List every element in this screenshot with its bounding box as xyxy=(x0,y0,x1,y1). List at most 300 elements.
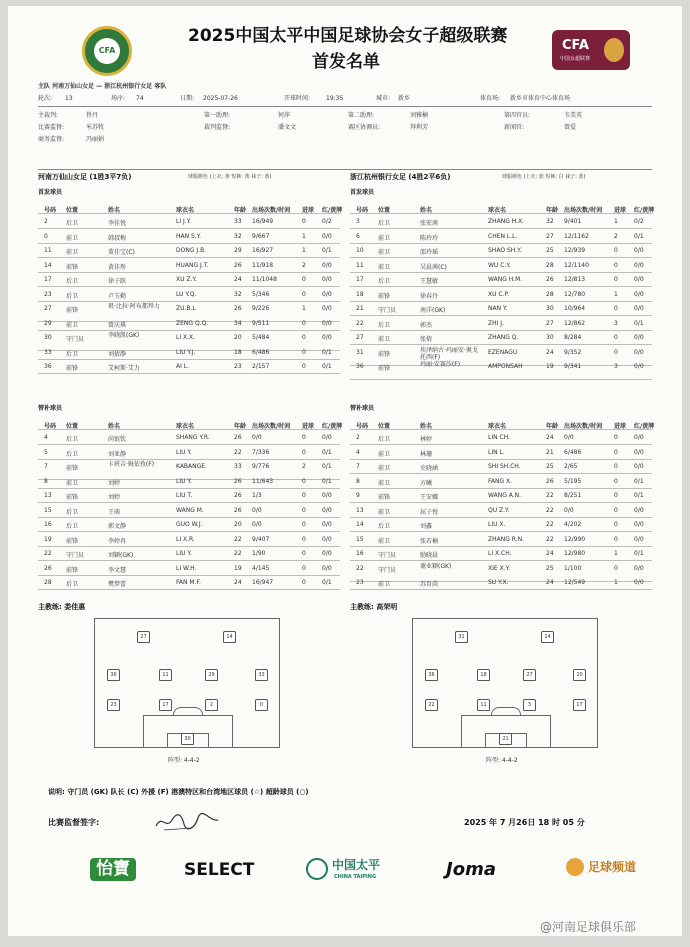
field-label: 场序: xyxy=(111,95,126,102)
player-number: 7 xyxy=(356,463,360,470)
player-position: 前锋 xyxy=(378,292,391,300)
player-shirt-icon: 10 xyxy=(573,669,586,681)
player-number: 23 xyxy=(356,579,364,586)
player-number: 11 xyxy=(44,247,52,254)
player-shirt-icon: 36 xyxy=(425,669,438,681)
column-header: 进球 xyxy=(302,423,315,430)
player-appearances: 10/964 xyxy=(564,305,586,312)
player-goals: 0 xyxy=(614,261,618,269)
column-header: 红/黄牌 xyxy=(634,423,655,430)
player-shirt-name: LIU Y. xyxy=(176,477,192,485)
player-position: 前锋 xyxy=(378,365,391,372)
player-shirt-icon: 3 xyxy=(523,699,536,711)
player-name: 李佳悦 xyxy=(108,220,127,227)
player-cards: 0/0 xyxy=(322,506,332,514)
player-name: 刘倩静 xyxy=(108,350,127,358)
player-appearances: 9/776 xyxy=(252,463,270,470)
column-header: 进球 xyxy=(302,207,315,214)
player-shirt-name: ZHANG Q. xyxy=(488,334,519,341)
player-appearances: 0/0 xyxy=(564,506,574,514)
column-header: 球衣名 xyxy=(176,423,195,430)
home-coach: 主教练: 娄佳惠 xyxy=(38,603,86,611)
player-number: 9 xyxy=(356,492,360,499)
player-name: 刘颖(GK) xyxy=(108,552,134,559)
info-divider xyxy=(38,106,652,107)
team-header-divider xyxy=(38,169,652,170)
player-cards: 0/0 xyxy=(322,276,332,283)
official-name: 米苏牧 xyxy=(86,124,105,131)
player-shirt-name: SHI SH.CH. xyxy=(488,463,521,470)
player-shirt-name: LI X.R. xyxy=(176,535,195,543)
player-age: 22 xyxy=(234,550,242,557)
player-goals: 1 xyxy=(614,290,618,298)
player-number: 14 xyxy=(44,261,52,269)
player-position: 守门员 xyxy=(378,307,397,314)
away-subs-heading: 替补球员 xyxy=(350,405,375,412)
player-number: 13 xyxy=(356,506,364,514)
player-number: 22 xyxy=(356,564,364,572)
player-goals: 0 xyxy=(614,434,618,441)
player-name: 玛丽·安赛莎(F) xyxy=(420,361,461,368)
round-value: 13 xyxy=(65,95,73,102)
player-number: 16 xyxy=(44,521,52,528)
official-label: 第二助理: xyxy=(348,112,375,119)
table-row xyxy=(350,230,652,244)
player-goals: 0 xyxy=(614,506,618,514)
player-goals: 0 xyxy=(302,448,306,456)
player-goals: 0 xyxy=(614,247,618,254)
player-appearances: 11/643 xyxy=(252,477,274,485)
player-number: 28 xyxy=(44,579,52,586)
player-age: 24 xyxy=(546,579,554,586)
table-row xyxy=(38,346,340,360)
player-goals: 0 xyxy=(614,463,618,470)
player-appearances: 11/918 xyxy=(252,261,274,269)
table-row xyxy=(350,431,652,445)
player-number: 21 xyxy=(356,305,364,312)
player-appearances: 12/990 xyxy=(564,535,586,543)
player-cards: 0/0 xyxy=(634,261,644,269)
player-position: 后卫 xyxy=(66,450,79,458)
player-shirt-icon: 30 xyxy=(181,733,194,745)
player-appearances: 0/0 xyxy=(252,434,262,441)
player-number: 3 xyxy=(356,218,360,225)
player-position: 后卫 xyxy=(66,508,79,516)
player-shirt-name: QU Z.Y. xyxy=(488,506,510,514)
player-age: 26 xyxy=(234,506,242,514)
player-cards: 0/0 xyxy=(322,319,332,327)
table-row xyxy=(38,576,340,590)
player-goals: 0 xyxy=(614,334,618,341)
player-position: 后卫 xyxy=(66,523,79,530)
table-row xyxy=(38,230,340,244)
player-cards: 0/0 xyxy=(322,290,332,298)
table-row xyxy=(38,562,340,576)
player-appearances: 12/813 xyxy=(564,276,586,283)
player-number: 0 xyxy=(44,232,48,240)
player-appearances: 12/1162 xyxy=(564,232,589,240)
penalty-arc xyxy=(173,707,203,715)
player-number: 33 xyxy=(44,348,52,356)
player-age: 32 xyxy=(234,290,242,298)
sponsor-cestbon: 怡寶 xyxy=(90,858,136,881)
player-goals: 0 xyxy=(302,564,306,572)
player-shirt-name: LIU T. xyxy=(176,492,193,499)
player-number: 17 xyxy=(356,276,364,283)
player-name: 王萌 xyxy=(108,508,121,516)
home-formation: 阵型: 4-4-2 xyxy=(168,757,200,764)
player-cards: 0/2 xyxy=(634,218,644,225)
player-goals: 0 xyxy=(302,492,306,499)
player-goals: 0 xyxy=(302,535,306,543)
player-number: 27 xyxy=(44,305,52,312)
player-number: 6 xyxy=(356,232,360,240)
player-number: 18 xyxy=(356,290,364,298)
player-position: 前卫 xyxy=(66,249,79,256)
player-shirt-icon: 27 xyxy=(137,631,150,643)
player-goals: 0 xyxy=(302,434,306,441)
player-cards: 0/0 xyxy=(634,463,644,470)
player-appearances: 12/780 xyxy=(564,290,586,298)
player-age: 26 xyxy=(234,492,242,499)
player-appearances: 12/939 xyxy=(564,247,586,254)
away-team-header: 浙江杭州银行女足 (4胜2平6负) xyxy=(350,173,451,181)
table-row xyxy=(38,518,340,532)
stadium-value: 新乡市体育中心体育场 xyxy=(510,95,571,102)
player-age: 18 xyxy=(234,348,242,356)
player-shirt-icon: 33 xyxy=(255,669,268,681)
player-appearances: 8/251 xyxy=(564,492,582,499)
player-goals: 1 xyxy=(302,305,306,312)
player-name: 林婷 xyxy=(420,436,433,443)
column-header: 号码 xyxy=(356,423,369,430)
player-shirt-name: ZHANG H.X. xyxy=(488,218,525,225)
player-shirt-name: SHAO SH.Y. xyxy=(488,247,522,254)
table-row xyxy=(38,244,340,258)
player-name: 郭杰 xyxy=(420,321,433,329)
player-appearances: 9/667 xyxy=(252,232,270,240)
teams-line: 主队 河南万仙山女足 — 浙江杭州银行女足 客队 xyxy=(38,83,167,90)
player-number: 36 xyxy=(44,363,52,370)
signature-time: 2025 年 7 月26日 18 时 05 分 xyxy=(464,818,585,827)
player-shirt-name: WANG H.M. xyxy=(488,276,523,283)
cfa-logo-left xyxy=(82,26,132,76)
player-shirt-name: LI J.Y. xyxy=(176,218,192,225)
player-position: 守门员 xyxy=(66,336,85,343)
official-name: 韦美英 xyxy=(564,112,583,119)
player-position: 前锋 xyxy=(66,307,79,314)
player-name: 卢玉勤 xyxy=(108,292,127,300)
player-age: 21 xyxy=(546,448,554,456)
player-cards: 0/0 xyxy=(322,492,332,499)
player-cards: 0/1 xyxy=(634,232,644,240)
player-cards: 0/0 xyxy=(322,521,332,528)
home-formation-pitch xyxy=(94,618,280,748)
player-shirt-icon: 0 xyxy=(255,699,268,711)
player-shirt-name: AMPONSAH xyxy=(488,363,523,370)
player-cards: 0/0 xyxy=(322,261,332,269)
column-header: 位置 xyxy=(66,207,79,214)
player-age: 30 xyxy=(546,334,554,341)
football-channel-icon xyxy=(566,858,584,876)
player-cards: 0/1 xyxy=(322,463,332,470)
player-position: 后卫 xyxy=(66,220,79,227)
field-value: 74 xyxy=(136,95,144,102)
official-label: 赛区协调员: xyxy=(348,124,381,131)
player-shirt-icon: 17 xyxy=(159,699,172,711)
player-name: 苏育茵 xyxy=(420,581,439,588)
player-cards: 0/1 xyxy=(634,550,644,557)
stadium-label: 体育场: xyxy=(480,95,501,102)
player-appearances: 9/352 xyxy=(564,348,582,356)
player-number: 8 xyxy=(44,477,48,485)
player-cards: 0/1 xyxy=(322,348,332,356)
player-position: 前卫 xyxy=(378,465,391,472)
player-name: 林珊 xyxy=(420,450,433,458)
player-number: 2 xyxy=(356,434,360,441)
table-row xyxy=(38,547,340,561)
column-header: 球衣名 xyxy=(488,207,507,214)
player-position: 前卫 xyxy=(378,263,391,271)
player-shirt-icon: 2 xyxy=(205,699,218,711)
player-number: 7 xyxy=(44,463,48,470)
player-position: 前卫 xyxy=(378,508,391,516)
column-header: 出场次数/时间 xyxy=(252,423,291,430)
player-name: 李晓凯(GK) xyxy=(108,332,140,339)
player-appearances: 5/484 xyxy=(252,334,270,341)
player-number: 13 xyxy=(44,492,52,499)
player-goals: 0 xyxy=(614,535,618,543)
player-name: 董佳宝(C) xyxy=(108,249,135,256)
player-shirt-icon: 14 xyxy=(223,631,236,643)
player-appearances: 4/145 xyxy=(252,564,270,572)
player-cards: 0/0 xyxy=(634,247,644,254)
player-age: 24 xyxy=(546,348,554,356)
player-shirt-name: ZENG Q.Q. xyxy=(176,319,209,327)
column-header: 号码 xyxy=(356,207,369,214)
player-shirt-name: HUANG J.T. xyxy=(176,261,209,269)
player-shirt-name: EZENAGU xyxy=(488,348,518,356)
home-starters-heading: 首发球员 xyxy=(38,189,63,196)
player-name: 南洋(GK) xyxy=(420,307,446,314)
player-goals: 0 xyxy=(302,218,306,225)
penalty-arc xyxy=(491,707,521,715)
column-header: 姓名 xyxy=(108,207,121,214)
table-row xyxy=(350,489,652,503)
table-row xyxy=(350,215,652,229)
player-goals: 0 xyxy=(302,348,306,356)
player-age: 26 xyxy=(234,477,242,485)
column-header: 位置 xyxy=(378,423,391,430)
official-name: 冯丽娟 xyxy=(86,136,105,143)
round-label: 轮次: xyxy=(38,95,53,102)
player-cards: 0/0 xyxy=(322,305,332,312)
column-header: 年龄 xyxy=(546,423,559,430)
womens-league-logo xyxy=(552,30,630,70)
table-row xyxy=(350,302,652,316)
table-row xyxy=(350,360,652,380)
player-age: 26 xyxy=(234,434,242,441)
player-goals: 2 xyxy=(614,232,618,240)
player-appearances: 16/947 xyxy=(252,579,274,586)
player-name: 王慧敏 xyxy=(420,278,439,285)
player-goals: 0 xyxy=(614,348,618,356)
player-cards: 0/0 xyxy=(634,535,644,543)
player-age: 24 xyxy=(234,276,242,283)
player-shirt-name: LIN CH. xyxy=(488,434,511,441)
player-shirt-name: LI X.CH. xyxy=(488,550,512,557)
away-subs-table xyxy=(350,418,655,598)
player-name: 李婷冉 xyxy=(108,537,127,545)
player-shirt-name: ZU.B.L xyxy=(176,305,196,312)
player-goals: 0 xyxy=(614,564,618,572)
player-number: 14 xyxy=(356,521,364,528)
home-subs-heading: 替补球员 xyxy=(38,405,63,412)
player-appearances: 6/486 xyxy=(252,348,270,356)
player-goals: 0 xyxy=(614,521,618,528)
player-goals: 1 xyxy=(614,579,618,586)
player-age: 20 xyxy=(234,334,242,341)
table-row xyxy=(38,446,340,460)
player-name: 刘婷 xyxy=(108,479,121,487)
official-label: 新闻官: xyxy=(504,124,525,131)
player-position: 前锋 xyxy=(66,537,79,545)
home-team-header: 河南万仙山女足 (1胜3平7负) xyxy=(38,173,132,181)
signature-scribble xyxy=(152,810,222,834)
player-shirt-name: WANG A.N. xyxy=(488,492,522,499)
player-shirt-icon: 17 xyxy=(573,699,586,711)
player-shirt-name: ZHI J. xyxy=(488,319,504,327)
sponsor-china-taiping: 中国太平 xyxy=(332,858,381,872)
player-cards: 0/0 xyxy=(634,334,644,341)
player-shirt-name: LIU Y. xyxy=(176,550,192,557)
column-header: 号码 xyxy=(44,423,57,430)
player-age: 32 xyxy=(546,218,554,225)
table-row xyxy=(350,446,652,460)
away-starters-table xyxy=(350,202,655,372)
table-row xyxy=(38,475,340,489)
player-name: 张倩 xyxy=(420,336,433,343)
player-name: 张宏茜 xyxy=(420,220,439,227)
table-row xyxy=(350,288,652,302)
player-shirt-icon: 27 xyxy=(523,669,536,681)
player-age: 34 xyxy=(234,319,242,327)
column-header: 号码 xyxy=(44,207,57,214)
player-name: 徐春丹 xyxy=(420,292,439,300)
player-position: 前卫 xyxy=(378,450,391,458)
player-age: 22 xyxy=(546,521,554,528)
player-number: 36 xyxy=(356,363,364,370)
player-number: 17 xyxy=(44,276,52,283)
table-row xyxy=(38,273,340,287)
column-header: 球衣名 xyxy=(176,207,195,214)
table-row xyxy=(38,489,340,503)
player-number: 4 xyxy=(356,448,360,456)
player-name: 屈子悦 xyxy=(420,508,439,516)
cfa-logo-text: CFA xyxy=(94,38,120,64)
table-row xyxy=(350,576,652,590)
table-row xyxy=(38,288,340,302)
player-name: 韩叔梅 xyxy=(108,234,127,242)
player-appearances: 2/157 xyxy=(252,363,270,370)
player-goals: 1 xyxy=(614,550,618,557)
column-header: 位置 xyxy=(66,423,79,430)
player-appearances: 12/980 xyxy=(564,550,586,557)
player-cards: 0/0 xyxy=(322,550,332,557)
player-number: 27 xyxy=(356,334,364,341)
player-position: 前锋 xyxy=(378,350,391,358)
player-shirt-icon: 22 xyxy=(425,699,438,711)
column-header: 年龄 xyxy=(546,207,559,214)
player-position: 守门员 xyxy=(378,552,397,559)
player-shirt-icon: 36 xyxy=(107,669,120,681)
player-number: 19 xyxy=(44,535,52,543)
player-name: 吴晨茜(C) xyxy=(420,263,447,271)
player-position: 前卫 xyxy=(378,479,391,487)
player-age: 27 xyxy=(546,232,554,240)
player-name: 陈玲玲 xyxy=(420,234,439,242)
player-goals: 0 xyxy=(302,363,306,370)
player-name: 励晓晨 xyxy=(420,552,439,559)
table-row xyxy=(38,431,340,445)
player-goals: 0 xyxy=(302,506,306,514)
player-name: 邵玲瑶 xyxy=(420,249,439,256)
player-shirt-name: SHANG Y.R. xyxy=(176,434,210,441)
china-taiping-logo-icon xyxy=(306,858,328,880)
player-position: 后卫 xyxy=(66,350,79,358)
player-name: 曾庆琪 xyxy=(108,321,127,329)
home-kit: 球服颜色 (上衣: 黄 短裤: 黄 袜子: 黄) xyxy=(188,174,272,180)
player-shirt-name: FAN M.F. xyxy=(176,579,201,586)
player-position: 后卫 xyxy=(66,436,79,443)
table-row xyxy=(350,518,652,532)
player-appearances: 16/927 xyxy=(252,247,274,254)
player-goals: 2 xyxy=(302,463,306,470)
away-formation-pitch xyxy=(412,618,598,748)
player-shirt-name: LIU Y.J. xyxy=(176,348,196,356)
player-goals: 0 xyxy=(302,290,306,298)
player-name: 卡班吉·姆依孜(F) xyxy=(108,461,155,468)
player-goals: 3 xyxy=(614,319,618,327)
player-number: 29 xyxy=(44,319,52,327)
table-row xyxy=(350,317,652,331)
table-row xyxy=(38,259,340,273)
player-number: 8 xyxy=(356,477,360,485)
player-number: 11 xyxy=(356,261,364,269)
player-position: 前锋 xyxy=(66,263,79,271)
player-shirt-name: KABANGE. xyxy=(176,463,207,470)
player-age: 25 xyxy=(546,247,554,254)
sponsor-football-channel: 足球频道 xyxy=(588,860,637,874)
player-goals: 0 xyxy=(302,521,306,528)
player-cards: 0/0 xyxy=(634,276,644,283)
column-header: 出场次数/时间 xyxy=(252,207,291,214)
table-row xyxy=(350,475,652,489)
player-shirt-name: ZHANG R.N. xyxy=(488,535,525,543)
player-age: 22 xyxy=(546,506,554,514)
home-starters-table xyxy=(38,202,343,372)
table-row xyxy=(350,259,652,273)
player-appearances: 16/949 xyxy=(252,218,274,225)
player-appearances: 0/0 xyxy=(252,506,262,514)
player-goals: 0 xyxy=(614,276,618,283)
date-label: 日期: xyxy=(180,95,195,102)
player-shirt-name: CHEN L.L. xyxy=(488,232,518,240)
player-name: 王安娜 xyxy=(420,494,439,501)
player-cards: 0/1 xyxy=(322,579,332,586)
player-goals: 0 xyxy=(302,319,306,327)
player-name: 艾柯斯·艾力 xyxy=(108,365,140,372)
